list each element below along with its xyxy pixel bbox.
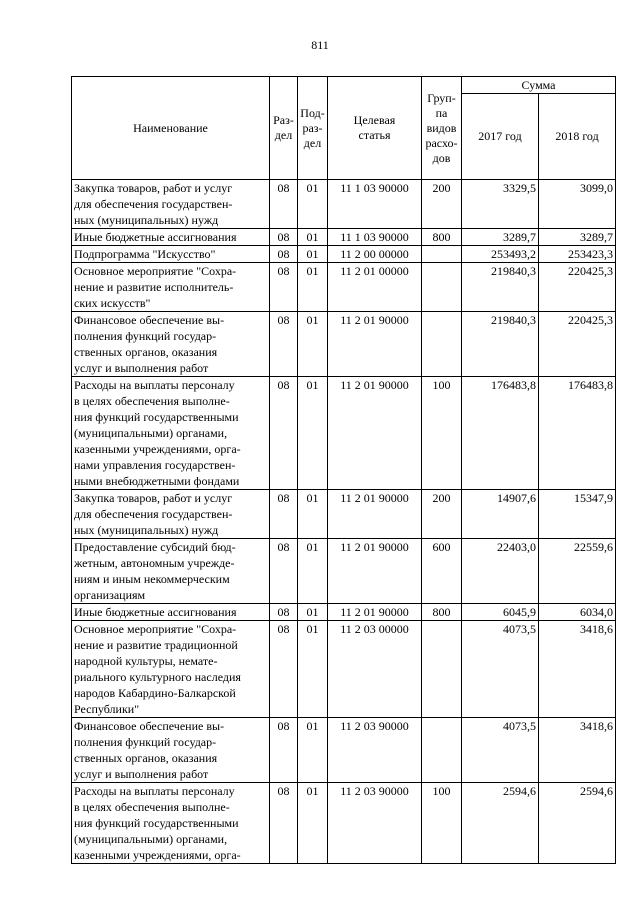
page-number: 811 xyxy=(311,38,329,52)
cell-group xyxy=(422,312,462,377)
cell-name: Финансовое обеспечение вы- полнения функций государ- ственных органов, оказания услуг и выполнения работ xyxy=(72,718,270,783)
cell-section: 08 xyxy=(270,263,298,312)
cell-group xyxy=(422,246,462,263)
cell-2018: 15347,9 xyxy=(539,490,616,539)
cell-section: 08 xyxy=(270,312,298,377)
cell-2017: 3289,7 xyxy=(462,229,539,246)
table-row xyxy=(72,783,616,864)
table-row xyxy=(72,312,616,377)
header-2018: 2018 год xyxy=(539,94,616,180)
cell-target: 11 2 01 90000 xyxy=(328,312,422,377)
cell-group xyxy=(422,263,462,312)
cell-2017: 176483,8 xyxy=(462,377,539,490)
cell-name: Основное мероприятие "Сохра- нение и развитие традиционной народной культуры, немате- риального культурного наследия народов Кабардино-Балкарской Республики" xyxy=(72,621,270,718)
cell-name: Расходы на выплаты персоналу в целях обеспечения выполне- ния функций государственными (муниципальными) органами, казенными учреждениями, орга- xyxy=(72,783,270,864)
cell-group: 200 xyxy=(422,490,462,539)
header-sum: Сумма xyxy=(462,77,616,94)
header-name: Наименование xyxy=(72,77,270,180)
cell-2017: 4073,5 xyxy=(462,621,539,718)
cell-2017: 4073,5 xyxy=(462,718,539,783)
budget-table xyxy=(71,76,616,864)
cell-2018: 3418,6 xyxy=(539,621,616,718)
header-section: Раз- дел xyxy=(270,77,298,180)
cell-group xyxy=(422,718,462,783)
header-2017: 2017 год xyxy=(462,94,539,180)
cell-section: 08 xyxy=(270,490,298,539)
cell-2018: 3099,0 xyxy=(539,180,616,229)
cell-name: Иные бюджетные ассигнования xyxy=(72,229,270,246)
cell-2017: 253493,2 xyxy=(462,246,539,263)
table-row xyxy=(72,490,616,539)
table-row xyxy=(72,539,616,604)
cell-group: 800 xyxy=(422,229,462,246)
table-body xyxy=(72,180,616,864)
table-row xyxy=(72,377,616,490)
cell-2018: 3418,6 xyxy=(539,718,616,783)
cell-2018: 2594,6 xyxy=(539,783,616,864)
cell-target: 11 2 01 00000 xyxy=(328,263,422,312)
table-row xyxy=(72,246,616,263)
cell-subsection: 01 xyxy=(298,783,328,864)
cell-2017: 22403,0 xyxy=(462,539,539,604)
cell-target: 11 2 01 90000 xyxy=(328,539,422,604)
cell-name: Основное мероприятие "Сохра- нение и развитие исполнитель- ских искусств" xyxy=(72,263,270,312)
cell-target: 11 2 01 90000 xyxy=(328,377,422,490)
header-target: Целевая статья xyxy=(328,77,422,180)
cell-name: Расходы на выплаты персоналу в целях обеспечения выполне- ния функций государственными (муниципальными) органами, казенными учреждениями, орга- нами управления государствен- ными внебюджетными фондами xyxy=(72,377,270,490)
table-row xyxy=(72,263,616,312)
cell-target: 11 2 01 90000 xyxy=(328,490,422,539)
cell-2017: 3329,5 xyxy=(462,180,539,229)
cell-target: 11 2 01 90000 xyxy=(328,604,422,621)
cell-subsection: 01 xyxy=(298,246,328,263)
cell-2018: 3289,7 xyxy=(539,229,616,246)
cell-name: Закупка товаров, работ и услуг для обеспечения государствен- ных (муниципальных) нужд xyxy=(72,180,270,229)
cell-subsection: 01 xyxy=(298,263,328,312)
cell-subsection: 01 xyxy=(298,490,328,539)
cell-target: 11 2 03 90000 xyxy=(328,718,422,783)
header-group: Груп- па видов расхо- дов xyxy=(422,77,462,180)
cell-name: Предоставление субсидий бюд- жетным, автономным учрежде- ниям и иным некоммерческим организациям xyxy=(72,539,270,604)
cell-2018: 220425,3 xyxy=(539,312,616,377)
cell-group xyxy=(422,621,462,718)
cell-target: 11 2 00 00000 xyxy=(328,246,422,263)
cell-subsection: 01 xyxy=(298,621,328,718)
table-row xyxy=(72,604,616,621)
cell-section: 08 xyxy=(270,180,298,229)
cell-subsection: 01 xyxy=(298,718,328,783)
cell-target: 11 1 03 90000 xyxy=(328,180,422,229)
cell-subsection: 01 xyxy=(298,312,328,377)
cell-section: 08 xyxy=(270,783,298,864)
cell-target: 11 2 03 90000 xyxy=(328,783,422,864)
cell-group: 200 xyxy=(422,180,462,229)
cell-section: 08 xyxy=(270,229,298,246)
cell-target: 11 1 03 90000 xyxy=(328,229,422,246)
cell-group: 800 xyxy=(422,604,462,621)
header-subsection: Под- раз- дел xyxy=(298,77,328,180)
cell-2017: 6045,9 xyxy=(462,604,539,621)
cell-2017: 2594,6 xyxy=(462,783,539,864)
cell-section: 08 xyxy=(270,718,298,783)
cell-subsection: 01 xyxy=(298,229,328,246)
cell-2017: 219840,3 xyxy=(462,263,539,312)
cell-section: 08 xyxy=(270,604,298,621)
cell-name: Финансовое обеспечение вы- полнения функций государ- ственных органов, оказания услуг и выполнения работ xyxy=(72,312,270,377)
cell-2018: 176483,8 xyxy=(539,377,616,490)
cell-target: 11 2 03 00000 xyxy=(328,621,422,718)
cell-name: Закупка товаров, работ и услуг для обеспечения государствен- ных (муниципальных) нужд xyxy=(72,490,270,539)
cell-2017: 14907,6 xyxy=(462,490,539,539)
table-row xyxy=(72,180,616,229)
cell-2018: 253423,3 xyxy=(539,246,616,263)
cell-section: 08 xyxy=(270,377,298,490)
cell-section: 08 xyxy=(270,621,298,718)
cell-group: 600 xyxy=(422,539,462,604)
cell-section: 08 xyxy=(270,246,298,263)
cell-section: 08 xyxy=(270,539,298,604)
cell-2017: 219840,3 xyxy=(462,312,539,377)
table-row xyxy=(72,621,616,718)
cell-subsection: 01 xyxy=(298,539,328,604)
cell-subsection: 01 xyxy=(298,377,328,490)
cell-2018: 6034,0 xyxy=(539,604,616,621)
table-row xyxy=(72,718,616,783)
cell-name: Иные бюджетные ассигнования xyxy=(72,604,270,621)
table-row xyxy=(72,229,616,246)
cell-2018: 220425,3 xyxy=(539,263,616,312)
cell-subsection: 01 xyxy=(298,180,328,229)
cell-subsection: 01 xyxy=(298,604,328,621)
cell-2018: 22559,6 xyxy=(539,539,616,604)
cell-group: 100 xyxy=(422,377,462,490)
cell-name: Подпрограмма "Искусство" xyxy=(72,246,270,263)
cell-group: 100 xyxy=(422,783,462,864)
